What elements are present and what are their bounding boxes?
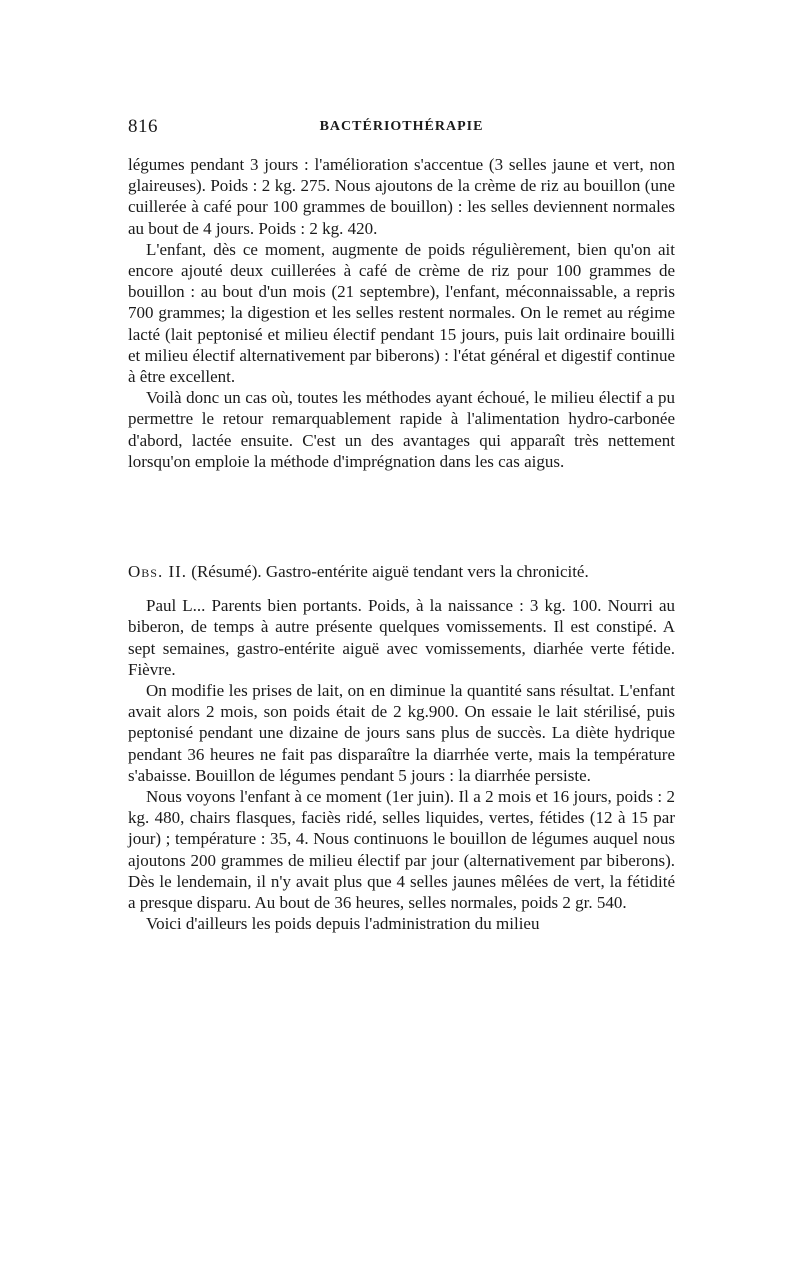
running-title: BACTÉRIOTHÉRAPIE — [319, 119, 484, 134]
paragraph: Voici d'ailleurs les poids depuis l'administration du milieu — [146, 914, 540, 934]
page-number: 816 — [128, 116, 158, 137]
paragraph: Voilà donc un cas où, toutes les méthodes ayant échoué, le milieu électif a pu permettre le retour remarquablement rapide à l'alimentation hydro-carbonée d'abord, lactée ensuite. C'est un des avantages qui apparaît très nettement lorsqu'on emploie la méthode d'imprégnation dans les cas aigus. — [128, 388, 675, 471]
observation-label: Obs. II. — [128, 562, 188, 581]
paragraph: On modifie les prises de lait, on en diminue la quantité sans résultat. L'enfant avait alors 2 mois, son poids était de 2 kg.900. On essaie le lait stérilisé, puis peptonisé pendant une dizaine de jours sans plus de succès. La diète hydrique pendant 36 heures ne fait pas disparaître la diarrhée verte, mais la température s'abaisse. Bouillon de légumes pendant 5 jours : la diarrhée persiste. — [128, 681, 675, 785]
paragraph: Nous voyons l'enfant à ce moment (1er juin). Il a 2 mois et 16 jours, poids : 2 kg. 480, chairs flasques, faciès ridé, selles liquides, vertes, fétides (12 à 15 par jour) ; température : 35, 4. Nous continuons le bouillon de légumes auquel nous ajoutons 200 grammes de milieu électif par jour (alternativement par biberons). Dès le lendemain, il n'y avait plus que 4 selles jaunes mêlées de vert, la fétidité a presque disparu. Au bout de 36 heures, selles normales, poids 2 gr. 540. — [128, 787, 675, 913]
observation-title: (Résumé). Gastro-entérite aiguë tendant vers la chronicité. — [191, 562, 589, 581]
paragraph: légumes pendant 3 jours : l'amélioration s'accentue (3 selles jaune et vert, non glaireuses). Poids : 2 kg. 275. Nous ajoutons de la crème de riz au bouillon (une cuillerée à café pour 100 grammes de bouillon) : les selles deviennent normales au bout de 4 jours. Poids : 2 kg. 420. — [128, 155, 675, 238]
observation-heading — [128, 561, 675, 582]
paragraph: Paul L... Parents bien portants. Poids, à la naissance : 3 kg. 100. Nourri au biberon, de temps à autre présente quelques vomissements. Il est constipé. A sept semaines, gastro-entérite aiguë avec vomissements, diarhée verte fétide. Fièvre. — [128, 596, 675, 679]
running-head — [128, 116, 675, 140]
body-text — [128, 154, 675, 472]
paragraph: L'enfant, dès ce moment, augmente de poids régulièrement, bien qu'on ait encore ajouté deux cuillerées à café de crème de riz pour 100 grammes de bouillon : au bout d'un mois (21 septembre), l'enfant, méconnaissable, a repris 700 grammes; la digestion et les selles restent normales. On le remet au régime lacté (lait peptonisé et milieu électif pendant 15 jours, puis lait ordinaire bouilli et milieu électif alternativement par biberons) : l'état général et digestif continue à être excellent. — [128, 239, 675, 387]
observation-section — [128, 561, 675, 934]
